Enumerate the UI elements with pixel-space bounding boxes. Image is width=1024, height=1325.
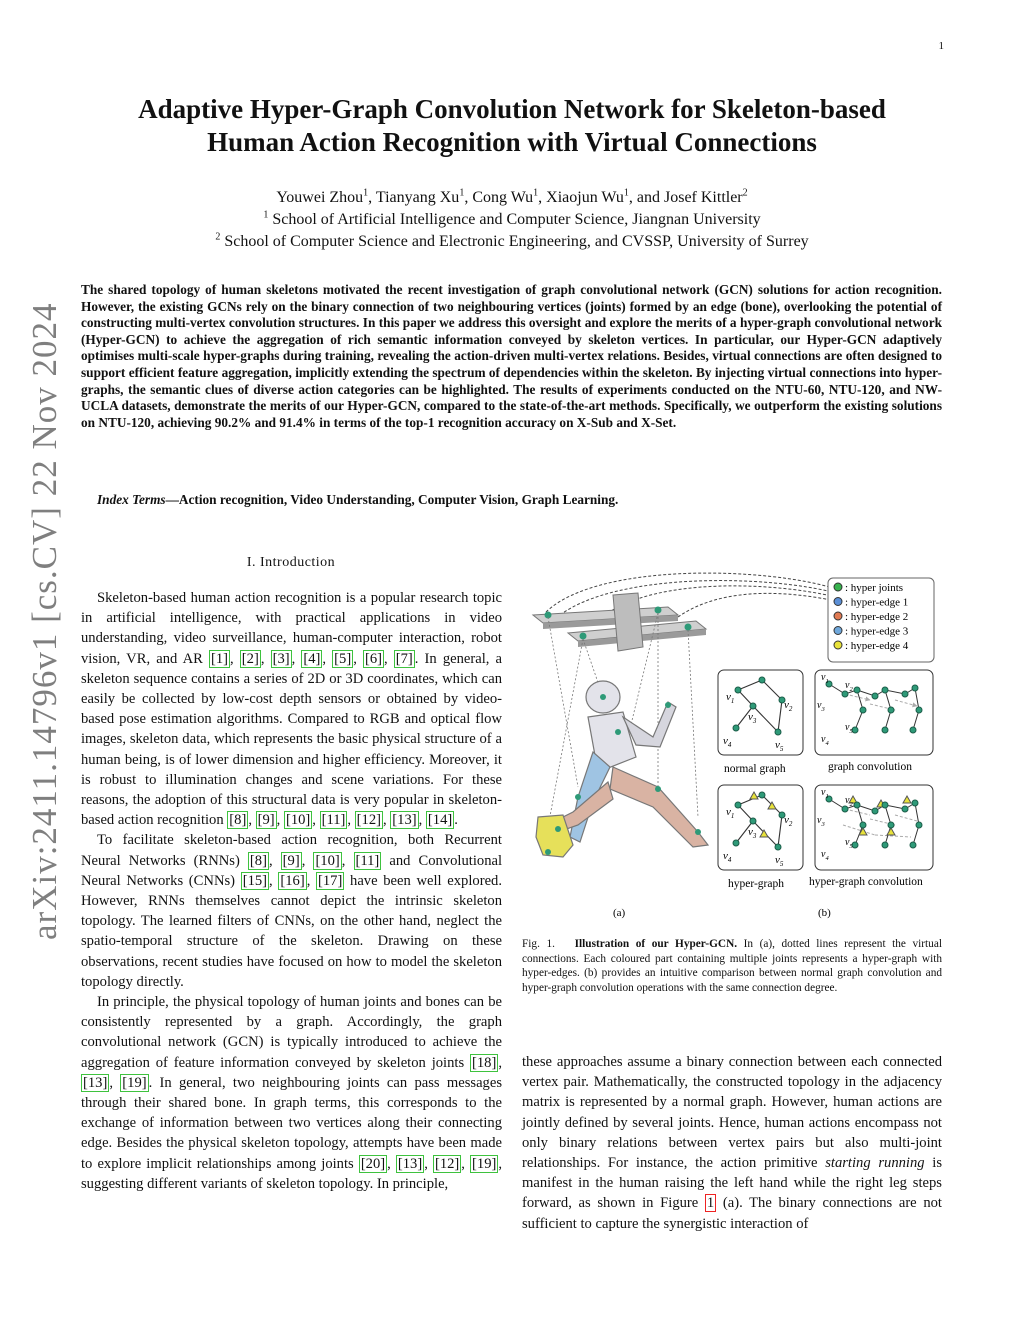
svg-text:v1: $v_1$ [821,672,829,685]
affiliation-mark: 1 [459,187,465,199]
svg-text:v5: $v_5$ [775,854,784,868]
svg-text:v2: $v_2$ [845,795,853,808]
svg-text:v4: $v_4$ [821,734,829,747]
figure-illustration [518,567,946,927]
legend-swatch [834,598,842,606]
affiliation-mark: 1 [263,209,269,221]
right-column [522,1052,942,1234]
caption-title: Illustration of our Hyper-GCN. [574,938,738,950]
citation-link[interactable]: [11] [321,812,346,829]
affiliation-text: School of Artificial Intelligence and Computer Science, Jiangnan University [268,211,761,228]
citation-link[interactable]: [15] [242,872,268,889]
figure-caption [522,937,942,995]
panel-hyper-graph-convolution [815,785,933,870]
svg-text:v5: $v_5$ [775,739,784,753]
svg-text:v4: $v_4$ [723,735,732,749]
separator: , [368,189,376,206]
affiliation-2 [60,231,964,253]
title-line-2: Human Action Recognition with Virtual Connections [207,127,817,157]
svg-text:v5: $v_5$ [845,722,853,735]
citation-link[interactable]: [11] [355,852,380,869]
svg-text:v5: $v_5$ [845,837,853,850]
subfigure-b-label: (b) [818,907,831,919]
abstract: The shared topology of human skeletons motivated the recent investigation of graph convolutional network (GCN) solutions for action recognition. However, the existing GCNs rely on the binary connection of two neighbouring vertices (joints) formed by an edge (bone), overlooking the potential of constructing multi-vertex convolution structures. In this paper we address this oversight and explore the merits of a hyper-graph convolutional network (Hyper-GCN) to achieve the aggregation of rich semantic information conveyed by skeleton vertices. In particular, our Hyper-GCN adaptively optimises multi-scale hyper-graphs during training, revealing the action-driven multi-vertex relations. Besides, virtual connections are often designed to support efficient feature aggregation, implicitly extending the spectrum of dependencies within the skeleton. By injecting virtual connections into hyper-graphs, the semantic clues of diverse action categories can be highlighted. The results of experiments conducted on the NTU-60, NTU-120, and NW-UCLA datasets, demonstrate the merits of our Hyper-GCN, compared to the state-of-the-art methods. Specifically, we outperform the existing solutions on NTU-120, achieving 90.2% and 91.4% in terms of the top-1 recognition accuracy on X-Sub and X-Set. [81,282,942,430]
paragraph: Skeleton-based human action recognition is a popular research topic in artificial intelligence, with practical applications in video understanding, video surveillance, human-computer interaction, robot vision, VR, and AR [1] , [2] , [3] , [4] , [5] , [6] , [7] . In general, a skeleton sequence contains a series of 2D or 3D coordinates, which can easily be collected by low-cost depth sensors or obtained by video-based pose estimation algorithms. Compared to RGB and optical flow images, skeleton data, which represents the basic physical structure of a human being, is of lower dimension and higher efficiency. Moreover, it is robust to illumination changes and scene variations. For these reasons, the adoption of this structural data is very popular in skeleton-based action recognition [8] , [9] , [10] , [11] , [12] , [13] , [14] . [81,590,503,829]
author-list [60,187,964,209]
paragraph: To facilitate skeleton-based action recognition, both Recurrent Neural Networks (RNNs) [8] , [9] , [10] , [11] and Convolutional Neural Networks (CNNs) [15] , [16] , [17] have been well explored. However, RNNs themselves cannot depict the intrinsic skeleton topology. The learned filters of CNNs, on the other hand, neglect the spatio-temporal structure of the skeleton. Drawing on these observations, recent studies have focused on how to model the skeleton topology directly. [81,832,503,990]
author-block [60,187,964,253]
citation-link[interactable]: [16] [280,872,305,889]
affiliation-mark: 1 [623,187,629,199]
legend [828,578,934,662]
svg-text:v4: $v_4$ [723,850,732,864]
figure-reference-link[interactable]: 1 [706,1195,715,1212]
svg-text:v3: $v_3$ [817,815,825,828]
citation-link[interactable]: [9] [257,812,275,829]
affiliation-text: School of Computer Science and Electronic Engineering, and CVSSP, University of Surrey [220,233,809,250]
citation-link[interactable]: [18] [472,1054,497,1071]
citation-link[interactable]: [14] [427,812,453,829]
author-name: Cong Wu [472,189,534,206]
citation-link[interactable]: [7] [395,650,413,667]
affiliation-mark: 2 [742,187,748,199]
citation-link[interactable]: [13] [83,1074,108,1091]
label-hyper-graph: hyper-graph [728,878,784,890]
legend-label: : hyper-edge 1 [845,596,909,609]
citation-link[interactable]: [4] [303,650,321,667]
affiliation-mark: 1 [363,187,369,199]
legend-swatch [834,627,842,635]
citation-link[interactable]: [2] [241,650,259,667]
svg-text:v3: $v_3$ [748,826,757,840]
index-terms [97,492,947,508]
citation-link[interactable]: [19] [122,1074,147,1091]
svg-text:v3: $v_3$ [817,700,825,713]
skeleton-puppet [536,681,708,857]
panel-graph-convolution [815,670,933,755]
author-name: Josef Kittler [663,189,743,206]
legend-label: : hyper-edge 3 [845,625,909,638]
svg-text:v4: $v_4$ [821,849,829,862]
label-graph-convolution: graph convolution [828,761,912,773]
caption-prefix: Fig. 1. [522,938,555,950]
citation-link[interactable]: [17] [318,872,343,889]
svg-text:v1: $v_1$ [821,787,829,800]
citation-link[interactable]: [6] [364,650,382,667]
separator: , [464,189,473,206]
citation-link[interactable]: [3] [272,650,290,667]
svg-text:v1: $v_1$ [726,806,735,820]
citation-link[interactable]: [19] [472,1155,497,1172]
citation-link[interactable]: [10] [315,852,340,869]
legend-label: : hyper-edge 2 [845,611,909,623]
svg-text:v1: $v_1$ [726,691,735,705]
figure-1 [518,567,946,927]
citation-link[interactable]: [8] [249,852,267,869]
label-normal-graph: normal graph [724,763,786,775]
label-hyper-graph-convolution: hyper-graph convolution [809,876,923,888]
affiliation-mark: 1 [533,187,539,199]
legend-label: : hyper-edge 4 [845,640,909,652]
citation-link[interactable]: [13] [397,1155,423,1172]
title-line-1: Adaptive Hyper-Graph Convolution Network for Skeleton-based [138,94,886,124]
legend-swatch [834,612,842,620]
citation-link[interactable]: [1] [210,650,229,667]
citation-link[interactable]: [5] [334,650,352,667]
svg-text:v2: $v_2$ [784,699,793,713]
author-name: Tianyang Xu [375,189,460,206]
panel-normal-graph [718,670,803,755]
arxiv-identifier-stamp[interactable]: arXiv:2411.14796v1 [cs.CV] 22 Nov 2024 [25,302,64,940]
separator: , and [628,189,664,206]
citation-link[interactable]: [9] [282,852,300,869]
index-terms-text: —Action recognition, Video Understanding, Computer Vision, Graph Learning. [165,492,619,507]
citation-link[interactable]: [8] [229,812,247,829]
paragraph: In principle, the physical topology of human joints and bones can be consistently represented by a graph. Accordingly, the graph convolutional network (GCN) is typically introduced to achieve the aggregation of feature information conveyed by skeleton joints [18] , [13] , [19] . In general, two neighbouring joints can pass messages through their shared bone. In graph terms, this corresponds to the exchange of information between two vertices along their connecting edge. Besides the physical skeleton topology, attempts have been made to explore implicit relationships among joints [20] , [13] , [12] , [19] , suggesting different variants of skeleton topology. In principle, [81,994,503,1192]
author-name: Youwei Zhou [276,189,364,206]
legend-label: : hyper joints [845,582,904,594]
citation-link[interactable]: [12] [356,812,381,829]
virtual-connection-lines [546,573,836,617]
paragraph: these approaches assume a binary connection between each connected vertex pair. Mathematically, the constructed topology in the adjacency matrix is represented by a normal graph. However, human actions are jointly defined by several joints. Hence, human actions encompass not only binary relations between vertex pairs but also multi-joint relationships. For instance, the action primitive starting running is manifest in the human raising the left hand while the right leg steps forward, as shown in Figure 1 (a). The binary connections are not sufficient to capture the synergistic interaction of [522,1054,943,1232]
section-heading-introduction: I. Introduction [246,555,336,570]
svg-text:v2: $v_2$ [845,680,853,693]
page-number: 1 [938,40,944,52]
citation-link[interactable]: [20] [360,1155,386,1172]
subfigure-a-label: (a) [613,907,626,919]
affiliation-1 [60,209,964,231]
citation-link[interactable]: [13] [392,812,417,829]
caption-text: In (a), dotted lines represent the virtual connections. Each coloured part containing multiple joints represents a hyper-graph with hyper-edges. (b) provides an intuitive comparison between normal graph convolution and hyper-graph convolution operations with the same connection degree. [522,938,942,994]
panel-hyper-graph [718,785,803,870]
citation-link[interactable]: [12] [434,1155,460,1172]
paper-title [60,93,964,159]
emphasis: starting running [825,1155,925,1172]
citation-link[interactable]: [10] [285,812,311,829]
legend-swatch [834,641,842,649]
index-terms-label: Index Terms [97,492,166,507]
svg-text:v2: $v_2$ [784,814,793,828]
legend-swatch [834,583,842,591]
author-name: Xiaojun Wu [546,189,624,206]
affiliation-mark: 2 [215,231,221,243]
svg-text:v3: $v_3$ [748,711,757,725]
left-column [81,588,502,1194]
separator: , [538,189,547,206]
